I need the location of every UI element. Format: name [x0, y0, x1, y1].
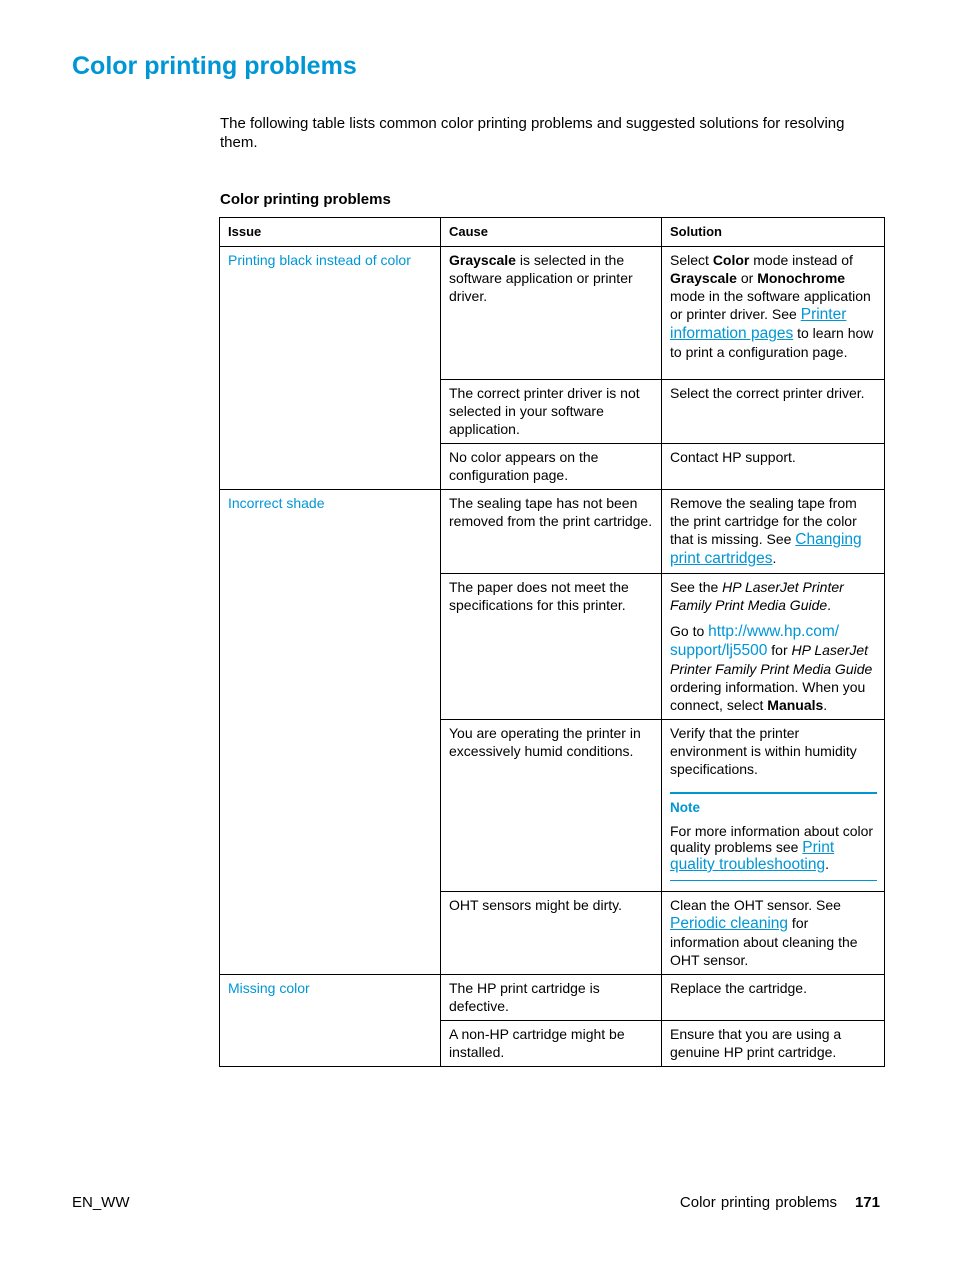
page-number: 171 — [854, 1194, 880, 1211]
issue-link-missing[interactable]: Missing color — [228, 980, 310, 996]
solution-cell — [662, 574, 885, 720]
cause-cell: The paper does not meet the specifications for this printer. — [441, 574, 662, 720]
changing-print-cartridges-link[interactable]: Changing print cartridges — [670, 531, 862, 567]
solution-text: for — [767, 642, 792, 658]
header-issue: Issue — [220, 218, 441, 247]
cause-cell: A non-HP cartridge might be installed. — [441, 1021, 662, 1067]
problems-table — [219, 217, 885, 1067]
issue-cell — [220, 975, 441, 1067]
table-row — [220, 490, 885, 574]
solution-cell: Ensure that you are using a genuine HP print cartridge. — [662, 1021, 885, 1067]
solution-cell: Select the correct printer driver. — [662, 380, 885, 444]
cause-cell: You are operating the printer in excessively humid conditions. — [441, 720, 662, 892]
solution-text: mode instead of — [749, 252, 853, 268]
solution-text: mode in the software application or printer driver. See — [670, 288, 871, 322]
footer-locale: EN_WW — [72, 1194, 130, 1211]
solution-text: Select — [670, 252, 713, 268]
intro-paragraph: The following table lists common color printing problems and suggested solutions for resolving them. — [220, 115, 845, 151]
solution-text: Remove the sealing tape from the print cartridge for the color that is missing. See — [670, 495, 857, 547]
cause-cell: No color appears on the configuration page. — [441, 444, 662, 490]
solution-bold-text: Monochrome — [757, 270, 846, 286]
cause-cell: OHT sensors might be dirty. — [441, 892, 662, 975]
header-solution: Solution — [662, 218, 885, 247]
table-row — [220, 975, 885, 1021]
solution-text: Clean the OHT sensor. See — [670, 897, 841, 913]
table-row — [220, 247, 885, 380]
footer-section — [680, 1194, 880, 1211]
solution-text: to learn how to print a configuration page. — [670, 325, 874, 360]
solution-bold-text: Manuals — [767, 697, 824, 713]
solution-text: for information about cleaning the OHT sensor. — [670, 915, 858, 968]
printer-information-pages-link[interactable]: Printer information pages — [670, 306, 847, 342]
solution-cell — [662, 892, 885, 975]
solution-text: ordering information. When you connect, select — [670, 679, 866, 713]
solution-bold-text: Grayscale — [670, 270, 737, 286]
table-caption: Color printing problems — [220, 191, 391, 208]
page-title: Color printing problems — [72, 52, 357, 80]
issue-link-shade[interactable]: Incorrect shade — [228, 495, 325, 511]
periodic-cleaning-link[interactable]: Periodic cleaning — [670, 915, 789, 932]
solution-cell — [662, 247, 885, 380]
note-box — [670, 792, 877, 881]
issue-cell — [220, 490, 441, 975]
solution-text: Go to — [670, 623, 709, 639]
solution-paragraph — [670, 578, 877, 614]
solution-cell: Replace the cartridge. — [662, 975, 885, 1021]
note-label: Note — [670, 800, 700, 815]
cause-cell: The correct printer driver is not selected in your software application. — [441, 380, 662, 444]
guide-title: HP LaserJet Printer Family Print Media Guide — [670, 642, 873, 677]
guide-title: HP LaserJet Printer Family Print Media Guide — [670, 579, 844, 613]
solution-paragraph — [670, 622, 877, 714]
note-text — [670, 823, 877, 873]
cause-bold-text: Grayscale — [449, 252, 516, 268]
solution-text: . — [827, 597, 832, 613]
solution-text: . — [772, 550, 777, 566]
solution-bold-text: Color — [712, 252, 750, 268]
solution-text: . — [823, 697, 828, 713]
solution-cell — [662, 720, 885, 892]
footer-section-title: Color printing problems — [679, 1194, 837, 1211]
cause-cell: The HP print cartridge is defective. — [441, 975, 662, 1021]
solution-cell — [662, 490, 885, 574]
note-body: For more information about color quality problems see — [670, 823, 874, 855]
table-header-row — [220, 218, 885, 247]
issue-cell — [220, 247, 441, 490]
solution-cell: Contact HP support. — [662, 444, 885, 490]
cause-cell — [441, 247, 662, 380]
cause-cell: The sealing tape has not been removed from the print cartridge. — [441, 490, 662, 574]
print-quality-troubleshooting-link[interactable]: Print quality troubleshooting — [670, 839, 835, 873]
solution-text: See the — [670, 579, 723, 595]
header-cause: Cause — [441, 218, 662, 247]
note-body: . — [825, 856, 829, 872]
solution-text: Verify that the printer environment is within humidity specifications. — [670, 725, 857, 777]
hp-support-url-link[interactable]: http://www.hp.com/ support/lj5500 — [670, 623, 840, 659]
cause-text: is selected in the software application or printer driver. — [449, 252, 633, 304]
issue-link-black[interactable]: Printing black instead of color — [228, 252, 411, 268]
solution-text: or — [736, 270, 758, 286]
